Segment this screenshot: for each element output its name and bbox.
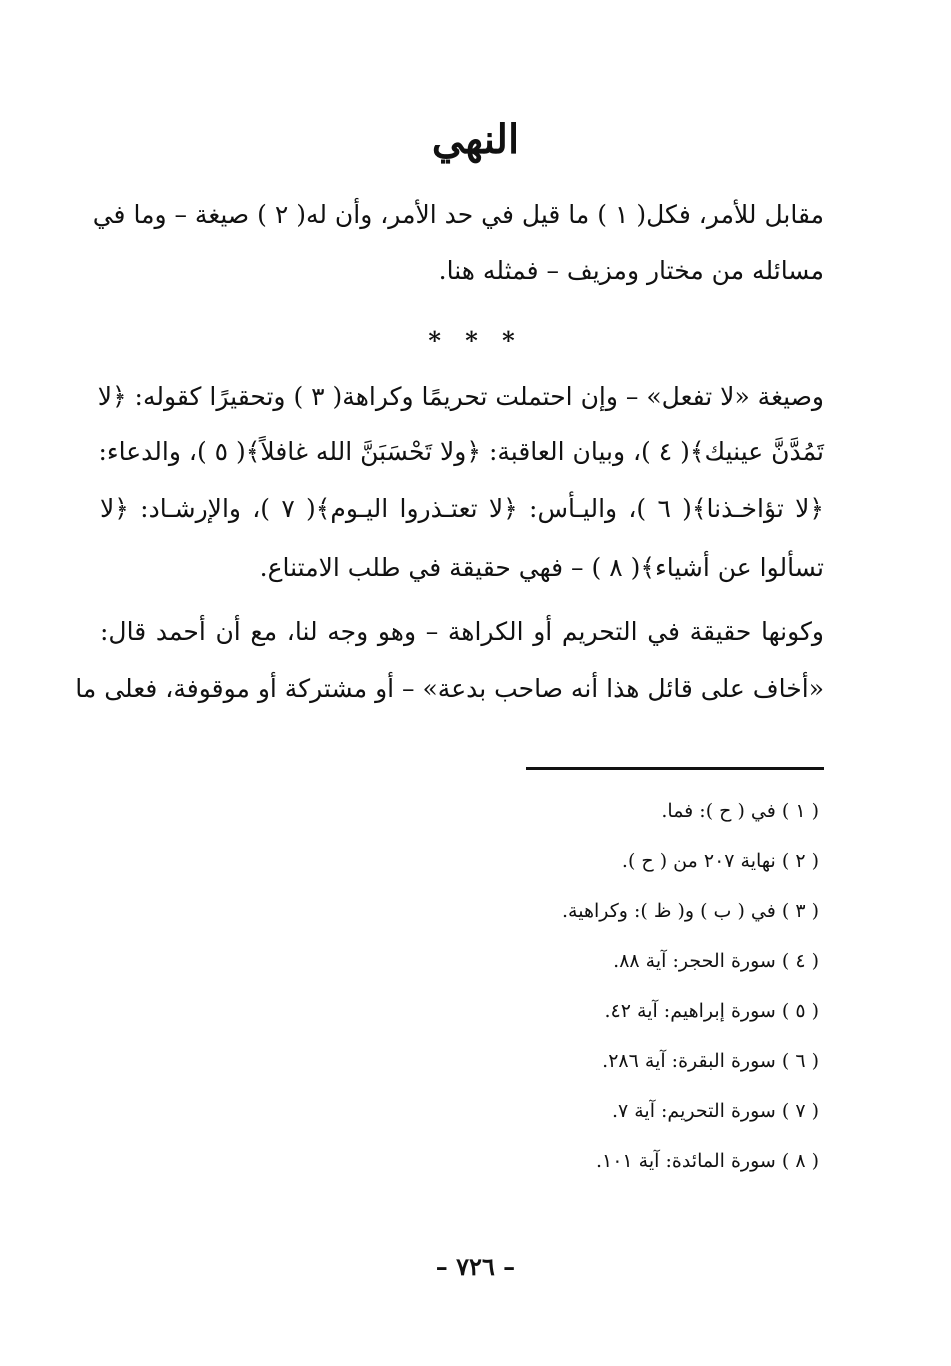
- footnote-1: ( ١ ) في ( ح ): فما.: [661, 800, 819, 822]
- page-title: النهي: [431, 116, 520, 163]
- footnote-8: ( ٨ ) سورة المائدة: آية ١٠١.: [595, 1150, 819, 1172]
- paragraph-2-line-1: وصيغة «لا تفعل» – وإن احتملت تحريمًا وكراهة( ٣ ) وتحقيرًا كقوله: ﴿لا: [97, 382, 824, 411]
- paragraph-1-line-2: مسائله من مختار ومزيف – فمثله هنا.: [438, 256, 824, 285]
- footnote-5: ( ٥ ) سورة إبراهيم: آية ٤٢.: [604, 1000, 819, 1022]
- page-number: – ٧٢٦ –: [435, 1252, 516, 1281]
- paragraph-2-line-4: تسألوا عن أشياء﴾( ٨ ) – فهي حقيقة في طلب الامتناع.: [259, 553, 824, 582]
- paragraph-3-line-1: وكونها حقيقة في التحريم أو الكراهة – وهو وجه لنا، مع أن أحمد قال:: [100, 617, 824, 646]
- footnote-3: ( ٣ ) في ( ب ) و( ظ ): وكراهية.: [561, 900, 819, 922]
- footnote-7: ( ٧ ) سورة التحريم: آية ٧.: [611, 1100, 819, 1122]
- paragraph-2-line-3: ﴿لا تؤاخـذنا﴾( ٦ )، واليـأس: ﴿لا تعتـذروا اليـوم﴾( ٧ )، والإرشـاد: ﴿لا: [100, 494, 824, 523]
- footnote-divider: [526, 767, 824, 770]
- section-separator: * * *: [428, 326, 523, 355]
- footnote-4: ( ٤ ) سورة الحجر: آية ٨٨.: [613, 950, 819, 972]
- paragraph-2-line-2: تَمُدَّنَّ عينيك﴾( ٤ )، وبيان العاقبة: ﴿ولا تَحْسَبَنَّ الله غافلاً﴾( ٥ )، والدعاء:: [98, 437, 824, 466]
- footnote-2: ( ٢ ) نهاية ٢٠٧ من ( ح ).: [621, 850, 819, 872]
- footnote-6: ( ٦ ) سورة البقرة: آية ٢٨٦.: [602, 1050, 819, 1072]
- paragraph-3-line-2: «أخاف على قائل هذا أنه صاحب بدعة» – أو مشتركة أو موقوفة، فعلى ما: [75, 674, 824, 703]
- paragraph-1-line-1: مقابل للأمر، فكل( ١ ) ما قيل في حد الأمر، وأن له( ٢ ) صيغة – وما في: [92, 200, 824, 229]
